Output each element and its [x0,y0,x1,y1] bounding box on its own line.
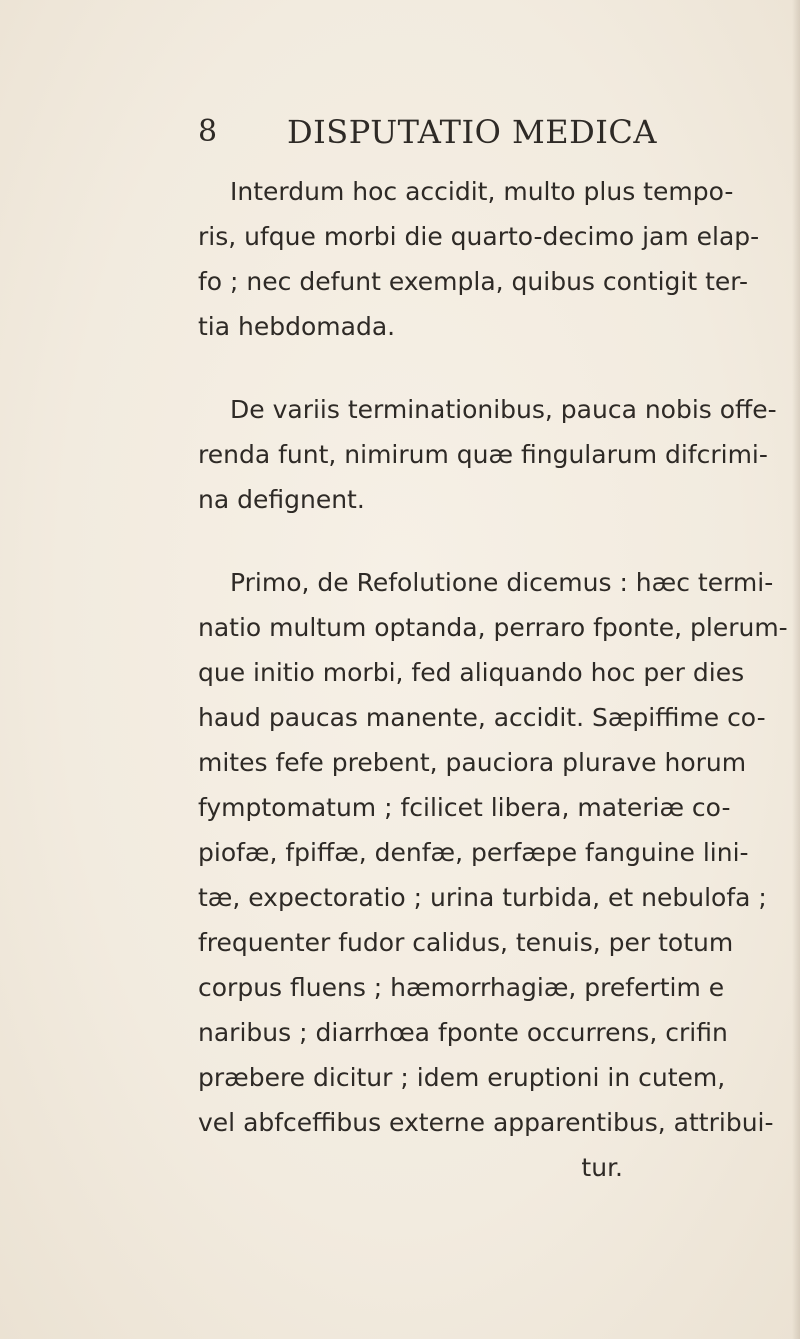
text-line: piofæ, fpiffæ, denfæ, perfæpe fanguine lini- [198,838,749,867]
text-line: fo ; nec defunt exempla, quibus contigit ter- [198,267,748,296]
running-title: DISPUTATIO MEDICA [287,113,658,151]
text-line: natio multum optanda, perraro fponte, plerum- [198,613,788,642]
paragraph-2 [198,387,777,522]
text-line: na defignent. [198,485,365,514]
text-line: Primo, de Refolutione dicemus : hæc termi- [230,568,774,597]
text-line: naribus ; diarrhœa fponte occurrens, crifin [198,1018,728,1047]
text-line: corpus fluens ; hæmorrhagiæ, prefertim e [198,973,725,1002]
text-line: vel abfceffibus externe apparentibus, attribui- [198,1108,774,1137]
text-line: tæ, expectoratio ; urina turbida, et nebulofa ; [198,883,767,912]
text-line: renda funt, nimirum quæ fingularum difcrimi- [198,440,768,469]
text-line: ris, ufque morbi die quarto-decimo jam elap- [198,222,760,251]
text-line: que initio morbi, fed aliquando hoc per dies [198,658,745,687]
text-line: frequenter fudor calidus, tenuis, per totum [198,928,734,957]
text-line: Interdum hoc accidit, multo plus tempo- [230,177,734,206]
paragraph-1 [198,169,760,349]
page-header [0,112,800,152]
text-line: fymptomatum ; fcilicet libera, materiæ co- [198,793,731,822]
text-line: mites fefe prebent, pauciora plurave horum [198,748,747,777]
text-line: tia hebdomada. [198,312,396,341]
text-line: præbere dicitur ; idem eruptioni in cutem, [198,1063,726,1092]
paragraph-3 [198,560,788,1190]
page-edge-shadow [792,0,800,1339]
text-line: haud paucas manente, accidit. Sæpiffime co- [198,703,766,732]
page-number: 8 [198,114,218,149]
body-text [198,169,788,1228]
text-line: tur. [581,1153,623,1182]
text-line: De variis terminationibus, pauca nobis offe- [230,395,777,424]
